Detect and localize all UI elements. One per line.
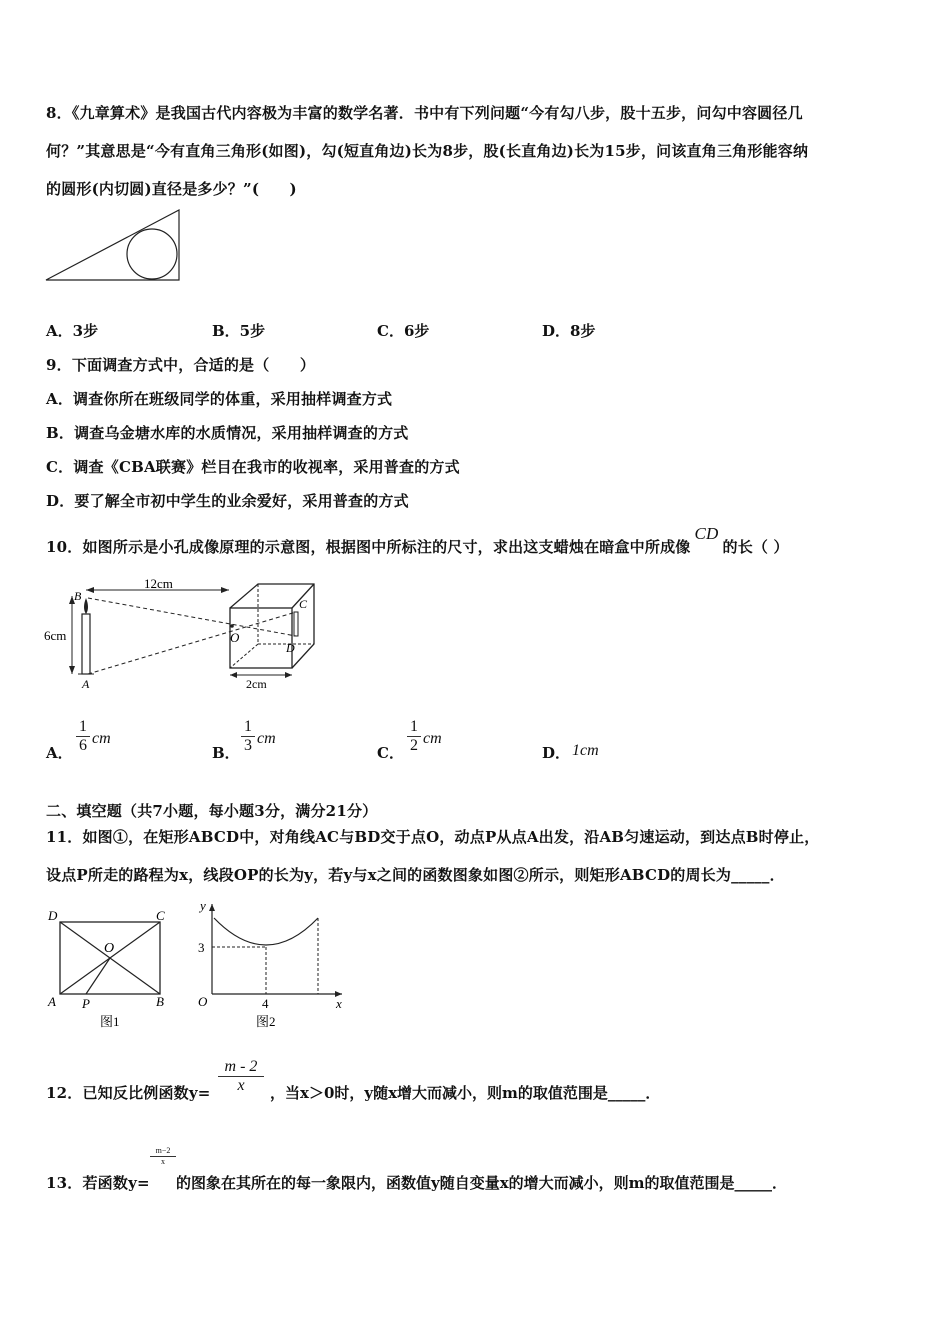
q10-cd-math: CD [694,524,719,543]
section-2-title: 二、填空题（共7小题，每小题3分，满分21分） [46,802,378,820]
q8-option-b: B．5步 [212,322,266,340]
q13-stem-pre: 13．若函数y= [46,1174,150,1192]
q10-point-o: O [230,630,240,645]
q10-c-numerator: 1 [410,718,418,735]
q13-fraction [150,1146,176,1167]
q10-c-unit: cm [423,730,442,747]
fig1-label-c: C [156,908,165,923]
q11-figure-1 [44,902,174,1032]
incircle [127,229,177,279]
q10-point-d: D [286,641,295,655]
fig1-label-o: O [104,941,115,956]
q8-option-c: C．6步 [377,322,430,340]
q11-line-2: 设点P所走的路程为x，线段OP的长为y，若y与x之间的函数图象如图②所示，则矩形ABCD的周长为_____． [46,866,785,884]
q8-line-2: 何？”其意思是“今有直角三角形(如图)，勾(短直角边)长为8步，股(长直角边)长为15步，问该直角三角形能容纳 [46,142,809,160]
fig2-x-tick: 4 [262,996,269,1011]
function-curve [214,918,318,945]
q8-option-a: A．3步 [46,322,99,340]
q10-option-c-fraction [407,718,421,755]
q9-option-c: C．调查《CBA联赛》栏目在我市的收视率，采用普查的方式 [46,458,460,476]
q10-pinhole-figure [44,578,324,690]
q8-option-d: D．8步 [542,322,596,340]
q13-numerator: m−2 [155,1146,171,1155]
q10-option-d-value: 1cm [572,742,599,759]
q10-stem [46,524,789,557]
fig2-axis-x: x [336,996,342,1011]
q11-line-1: 11．如图①，在矩形ABCD中，对角线AC与BD交于点O，动点P从点A出发，沿AB匀速运动，到达点B时停止， [46,828,820,846]
q10-label-2cm: 2cm [246,677,267,690]
q10-point-c: C [299,597,308,611]
candle-image [294,612,298,636]
q9-option-a: A．调查你所在班级同学的体重，采用抽样调查方式 [46,390,393,408]
q10-stem-a: 10．如图所示是小孔成像原理的示意图，根据图中所标注的尺寸，求出这支蜡烛在暗盒中所成像 [46,538,691,556]
q8-line-1: 8．《九章算术》是我国古代内容极为丰富的数学名著．书中有下列问题“今有勾八步，股十五步，问勾中容圆径几 [46,104,803,122]
fig1-caption: 图1 [100,1014,120,1029]
fig1-label-d: D [48,908,58,923]
q12-numerator: m - 2 [224,1058,258,1075]
q10-option-b-label: B． [212,744,240,762]
q10-c-denominator: 2 [410,737,418,754]
q9-option-b: B．调查乌金塘水库的水质情况，采用抽样调查的方式 [46,424,409,442]
q10-a-denominator: 6 [79,737,87,754]
q10-point-a: A [82,677,90,690]
q10-option-c-label: C． [377,744,404,762]
q10-option-d-label: D． [542,744,571,762]
q10-b-denominator: 3 [244,737,252,754]
q11-figure-2 [192,898,352,1032]
fig1-label-a: A [48,994,56,1009]
fig2-origin: O [198,994,208,1009]
q8-triangle-figure [44,207,184,285]
q10-b-unit: cm [257,730,276,747]
q13-denominator: x [161,1157,165,1166]
q12-fraction [218,1058,264,1095]
q10-option-b-fraction [241,718,255,755]
right-triangle [46,210,179,280]
q9-stem: 9．下面调查方式中，合适的是（ ） [46,356,316,374]
q10-option-a-label: A． [46,744,73,762]
q10-a-numerator: 1 [79,718,87,735]
q10-point-b: B [74,589,82,603]
fig1-label-b: B [156,994,164,1009]
q8-line-3: 的圆形(内切圆)直径是多少？”( ) [46,180,297,198]
fig1-label-p: P [82,996,90,1011]
q10-stem-b: 的长（ ） [722,538,789,556]
fig2-caption: 图2 [256,1014,276,1029]
fig2-axis-y: y [200,898,206,913]
q12-denominator: x [237,1077,245,1094]
q9-option-d: D．要了解全市初中学生的业余爱好，采用普查的方式 [46,492,409,510]
q12-stem-post: ，当x＞0时，y随x增大而减小，则m的取值范围是_____． [270,1084,661,1102]
q12-stem-pre: 12．已知反比例函数y= [46,1084,211,1102]
q10-label-6cm: 6cm [44,628,67,643]
q10-a-unit: cm [92,730,111,747]
q10-option-a-fraction [76,718,90,755]
fig2-y-tick: 3 [198,940,205,955]
q13-stem-post: 的图象在其所在的每一象限内，函数值y随自变量x的增大而减小，则m的取值范围是_____． [176,1174,788,1192]
candle [82,614,90,674]
q10-b-numerator: 1 [244,718,252,735]
q10-label-12cm: 12cm [144,578,173,591]
